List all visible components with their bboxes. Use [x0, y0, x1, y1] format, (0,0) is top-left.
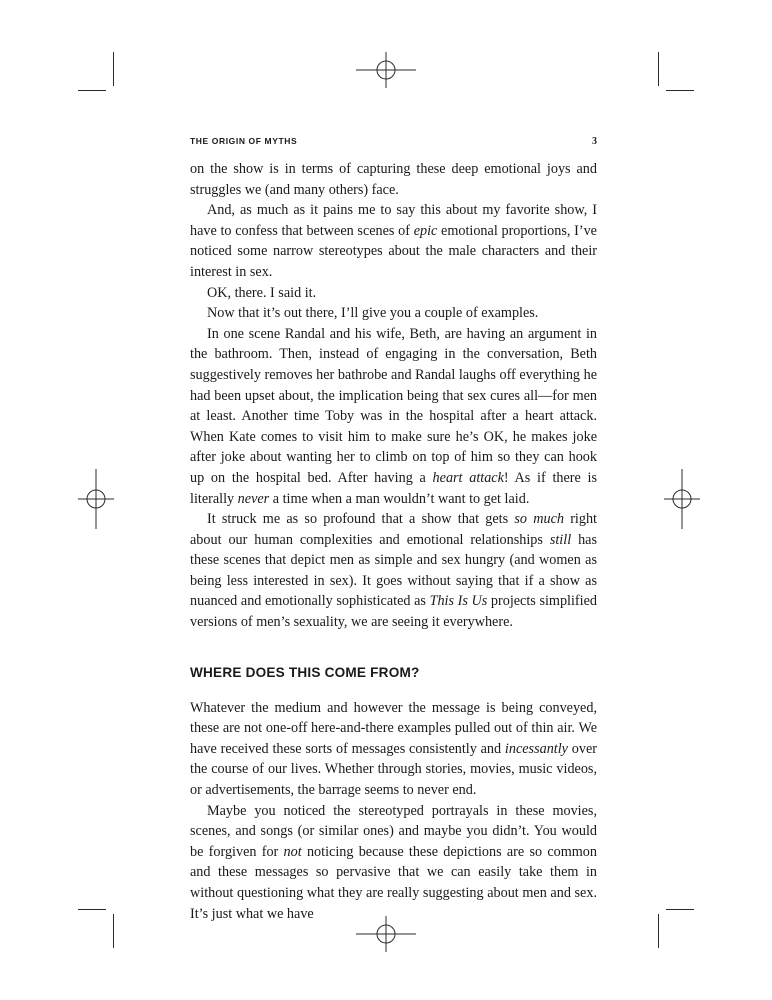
page-number: 3 — [592, 136, 597, 147]
registration-mark-top-icon — [356, 40, 416, 100]
italic-text: This Is Us — [429, 593, 488, 610]
crop-mark-top-right-horizontal — [666, 90, 694, 91]
section-heading: WHERE DOES THIS COME FROM? — [190, 664, 420, 680]
crop-mark-top-right-vertical — [658, 52, 659, 86]
crop-mark-top-left-vertical — [113, 52, 114, 86]
italic-text: so much — [514, 511, 564, 528]
registration-mark-left-icon — [66, 469, 126, 529]
paragraph-8: Maybe you noticed the stereotyped portrayals in these movies, scenes, and songs (or similar ones) and maybe you didn’t. You would be forgiven for not noticing because these depictions are so common and these messages so pervasive that we can easily take them in without questioning what they are really suggesting about men and sex. It’s just what we have — [190, 802, 597, 922]
italic-text: still — [549, 531, 572, 548]
crop-mark-bottom-left-vertical — [113, 914, 114, 948]
crop-mark-bottom-right-horizontal — [666, 909, 694, 910]
paragraph-4: Now that it’s out there, I’ll give you a couple of examples. — [207, 305, 539, 322]
paragraph-6: It struck me as so profound that a show that gets so much right about our human complexities and emotional relationships still has these scenes that depict men as simple and sex hungry (and women as being less interested in sex). It goes without saying that if a show as nuanced and emotionally sophisticated as This Is Us projects simplified versions of men’s sexuality, we are seeing it everywhere. — [190, 511, 597, 631]
paragraph-7: Whatever the medium and however the message is being conveyed, these are not one-off here-and-there examples pulled out of thin air. We have received these sorts of messages consistently and incessantly over the course of our lives. Whether through stories, movies, music videos, or advertisements, the barrage seems to never end. — [190, 699, 597, 799]
registration-mark-right-icon — [652, 469, 712, 529]
crop-mark-bottom-right-vertical — [658, 914, 659, 948]
italic-text: not — [283, 843, 302, 860]
paragraph-1: on the show is in terms of capturing these deep emotional joys and struggles we (and many others) face. — [190, 161, 597, 198]
paragraph-3: OK, there. I said it. — [207, 284, 317, 301]
crop-mark-bottom-left-horizontal — [78, 909, 106, 910]
body-text — [190, 159, 597, 924]
italic-text: incessantly — [504, 740, 568, 757]
paragraph-2: And, as much as it pains me to say this about my favorite show, I have to confess that between scenes of epic emotional proportions, I’ve noticed some narrow stereotypes about the male characters and their interest in sex. — [190, 202, 597, 280]
crop-mark-top-left-horizontal — [78, 90, 106, 91]
paragraph-5: In one scene Randal and his wife, Beth, are having an argument in the bathroom. Then, instead of engaging in the conversation, Beth suggestively removes her bathrobe and Randal laughs off everything he had been upset about, the implication being that sex cures all—for men at least. Another time Toby was in the hospital after a heart attack. When Kate comes to visit him to make sure he’s OK, he makes joke after joke about wanting her to climb on top of him so they can hook up on the hospital bed. After having a heart attack! As if there is literally never a time when a man wouldn’t want to get laid. — [190, 325, 597, 507]
italic-text: never — [237, 490, 270, 507]
italic-text: epic — [413, 222, 438, 239]
italic-text: heart attack — [432, 469, 504, 486]
running-head — [190, 136, 597, 150]
running-head-title: THE ORIGIN OF MYTHS — [190, 136, 298, 146]
